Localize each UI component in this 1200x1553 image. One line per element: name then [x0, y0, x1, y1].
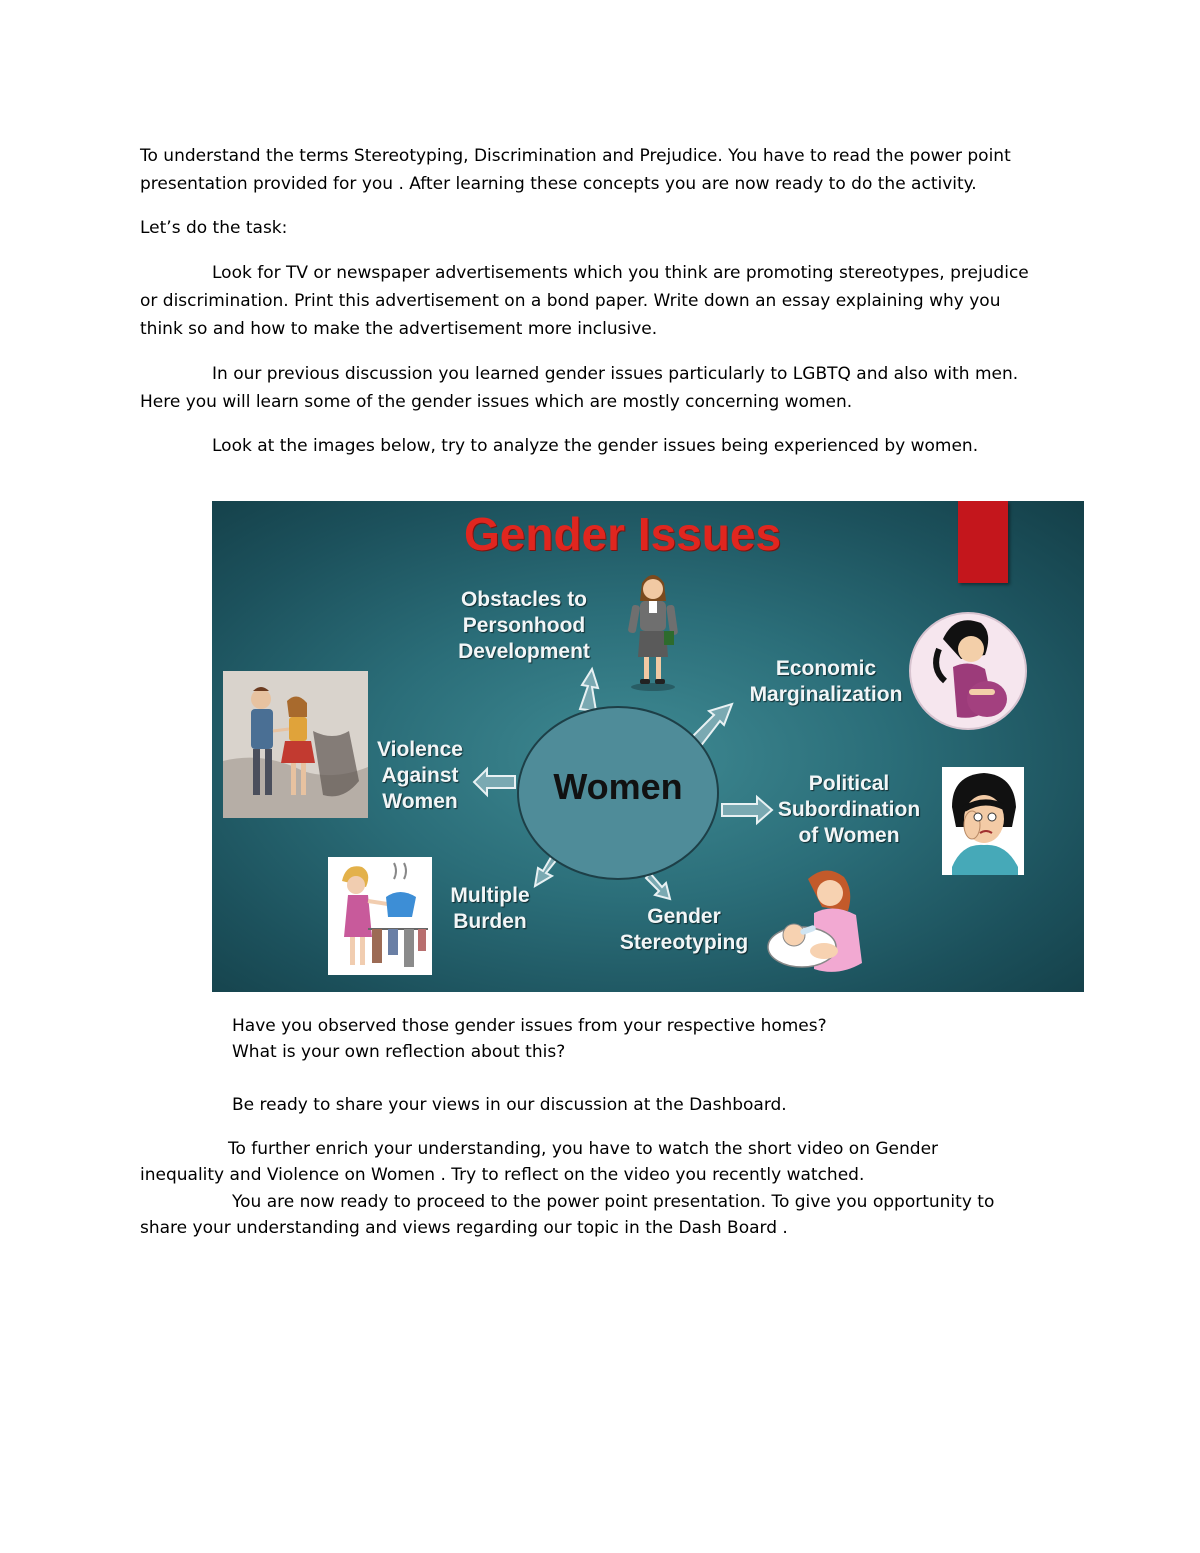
closing-line-1: To further enrich your understanding, you have to watch the short video on Gender [228, 1139, 939, 1159]
intro-line-1: To understand the terms Stereotyping, Discrimination and Prejudice. You have to read the power point [140, 146, 1011, 166]
slide-title: Gender Issues [464, 508, 782, 560]
issue-economic-line-1: Economic [775, 657, 877, 680]
issue-stereotyping-line-2: Stereotyping [619, 931, 749, 954]
issue-obstacles-line-2: Personhood [462, 614, 586, 637]
issue-multiple-line-1: Multiple [450, 884, 530, 907]
task-line-2: or discrimination. Print this advertisement on a bond paper. Write down an essay explaining why you [140, 291, 1001, 311]
intro-line-2: presentation provided for you . After learning these concepts you are now ready to do the activity. [140, 174, 977, 194]
issue-stereotyping [612, 904, 756, 956]
closing-line-3: You are now ready to proceed to the power point presentation. To give you opportunity to [232, 1192, 995, 1212]
arrow-violence [474, 769, 515, 795]
issue-violence [368, 737, 472, 815]
issue-multiple [442, 883, 538, 935]
question-2: What is your own reflection about this? [232, 1042, 566, 1062]
arrow-political [722, 797, 772, 823]
question-1: Have you observed those gender issues from your respective homes? [232, 1016, 827, 1036]
issue-multiple-line-2: Burden [453, 910, 527, 933]
issue-economic-line-2: Marginalization [749, 683, 903, 706]
arrow-obstacles [580, 669, 598, 711]
issue-obstacles-line-1: Obstacles to [460, 588, 588, 611]
previous-line-1: In our previous discussion you learned gender issues particularly to LGBTQ and also with men. [212, 364, 1019, 384]
issue-economic [742, 656, 910, 708]
issue-violence-line-1: Violence [377, 738, 463, 761]
issue-political-line-2: Subordination [777, 798, 921, 821]
issue-political-line-3: of Women [798, 824, 900, 847]
closing-line-4: share your understanding and views regarding our topic in the Dash Board . [140, 1218, 788, 1238]
mother-baby-icon [764, 863, 868, 981]
center-label: Women [553, 766, 683, 807]
look-images-text: Look at the images below, try to analyze the gender issues being experienced by women. [212, 436, 979, 456]
laundry-woman-icon [328, 857, 432, 975]
closing-line-2: inequality and Violence on Women . Try to reflect on the video you recently watched. [140, 1165, 865, 1185]
ready-text: Be ready to share your views in our discussion at the Dashboard. [232, 1095, 787, 1115]
issue-violence-line-2: Against [381, 764, 459, 787]
task-line-3: think so and how to make the advertisement more inclusive. [140, 319, 658, 339]
issue-obstacles-line-3: Development [458, 640, 590, 663]
previous-line-2: Here you will learn some of the gender issues which are mostly concerning women. [140, 392, 853, 412]
issue-stereotyping-line-1: Gender [647, 905, 721, 928]
task-line-1: Look for TV or newspaper advertisements which you think are promoting stereotypes, prejudice [212, 263, 1029, 283]
pregnant-woman-icon [909, 609, 1027, 733]
upset-woman-icon [942, 767, 1024, 875]
gender-issues-slide [212, 501, 1084, 992]
couple-shadow-icon [223, 671, 368, 818]
issue-obstacles [444, 587, 604, 665]
issue-violence-line-3: Women [382, 790, 458, 813]
businesswoman-icon [622, 569, 684, 693]
issue-political-line-1: Political [808, 772, 890, 795]
task-heading: Let’s do the task: [140, 218, 288, 238]
arrow-stereotyping [646, 873, 670, 899]
issue-political [774, 771, 924, 849]
